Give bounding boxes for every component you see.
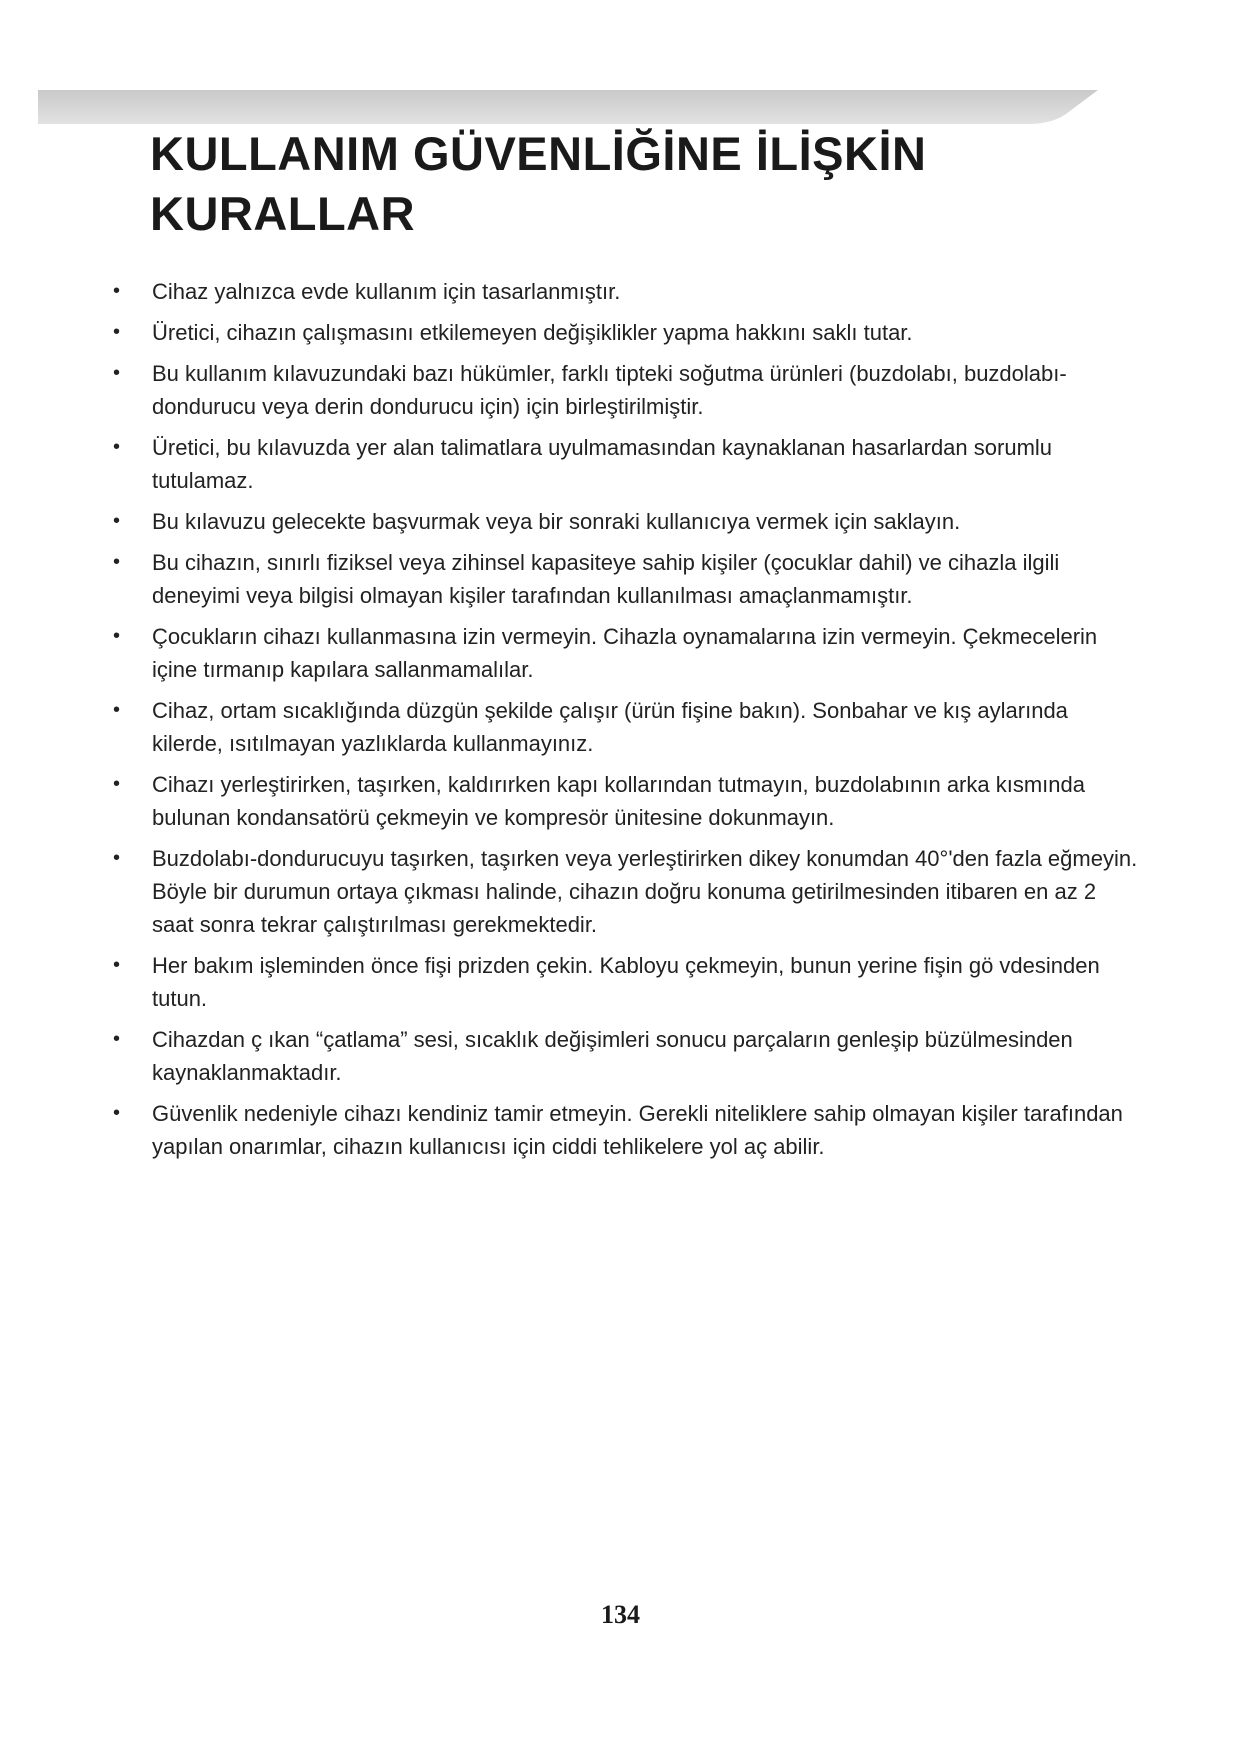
rule-text: Buzdolabı-dondurucuyu taşırken, taşırken veya yerleştirirken dikey konumdan 40°'den fazla eğmeyin. Böyle bir durumun ortaya çıkması halinde, cihazın doğru konuma getirilmesinden itibaren en az 2 saat sonra tekrar çalıştırılması gerekmektedir. [152,846,1138,937]
rule-text: Bu kılavuzu gelecekte başvurmak veya bir sonraki kullanıcıya vermek için saklayın. [152,509,961,534]
rule-item [108,949,1138,1015]
bullet-icon: • [113,1102,121,1124]
page-title-line-2: KURALLAR [150,187,416,240]
rule-text: Güvenlik nedeniyle cihazı kendiniz tamir etmeyin. Gerekli niteliklere sahip olmayan kişiler tarafından yapılan onarımlar, cihazın kullanıcısı için ciddi tehlikelere yol aç abilir. [152,1101,1123,1159]
bullet-icon: • [113,436,121,458]
bullet-icon: • [113,954,121,976]
rule-item [108,1023,1138,1089]
page-title [150,124,1050,244]
rule-item [108,275,1138,308]
bullet-icon: • [113,773,121,795]
header-band-shape [38,90,1098,126]
rule-text: Bu kullanım kılavuzundaki bazı hükümler, farklı tipteki soğutma ürünleri (buzdolabı, buzdolabı-dondurucu veya derin dondurucu için) için birleştirilmiştir. [152,361,1067,419]
rule-item [108,546,1138,612]
rule-item [108,431,1138,497]
bullet-icon: • [113,510,121,532]
rule-item [108,1097,1138,1163]
rule-item [108,768,1138,834]
bullet-icon: • [113,362,121,384]
page-title-line-1: KULLANIM GÜVENLİĞİNE İLİŞKİN [150,127,927,180]
rule-text: Cihaz, ortam sıcaklığında düzgün şekilde çalışır (ürün fişine bakın). Sonbahar ve kış aylarında kilerde, ısıtılmayan yazlıklarda kullanmayınız. [152,698,1068,756]
bullet-icon: • [113,699,121,721]
rule-item [108,694,1138,760]
safety-rules-list [108,275,1138,1171]
rule-text: Üretici, cihazın çalışmasını etkilemeyen değişiklikler yapma hakkını saklı tutar. [152,320,913,345]
bullet-icon: • [113,321,121,343]
bullet-icon: • [113,625,121,647]
bullet-icon: • [113,551,121,573]
rule-text: Çocukların cihazı kullanmasına izin vermeyin. Cihazla oynamalarına izin vermeyin. Çekmecelerin içine tırmanıp kapılara sallanmamalılar. [152,624,1098,682]
bullet-icon: • [113,1028,121,1050]
rule-text: Her bakım işleminden önce fişi prizden çekin. Kabloyu çekmeyin, bunun yerine fişin gö vdesinden tutun. [152,953,1100,1011]
bullet-icon: • [113,280,121,302]
rule-item [108,842,1138,941]
rule-item [108,505,1138,538]
rule-item [108,620,1138,686]
rule-text: Bu cihazın, sınırlı fiziksel veya zihinsel kapasiteye sahip kişiler (çocuklar dahil) ve cihazla ilgili deneyimi veya bilgisi olmayan kişiler tarafından kullanılması amaçlanmamıştır. [152,550,1060,608]
rule-text: Cihazı yerleştirirken, taşırken, kaldırırken kapı kollarından tutmayın, buzdolabının arka kısmında bulunan kondansatörü çekmeyin ve kompresör ünitesine dokunmayın. [152,772,1085,830]
rule-text: Üretici, bu kılavuzda yer alan talimatlara uyulmamasından kaynaklanan hasarlardan sorumlu tutulamaz. [152,435,1053,493]
header-band [38,90,1098,126]
rule-text: Cihazdan ç ıkan “çatlama” sesi, sıcaklık değişimleri sonucu parçaların genleşip büzülmesinden kaynaklanmaktadır. [152,1027,1073,1085]
bullet-icon: • [113,847,121,869]
rule-item [108,357,1138,423]
rule-item [108,316,1138,349]
rule-text: Cihaz yalnızca evde kullanım için tasarlanmıştır. [152,279,621,304]
page-number: 134 [601,1600,640,1629]
